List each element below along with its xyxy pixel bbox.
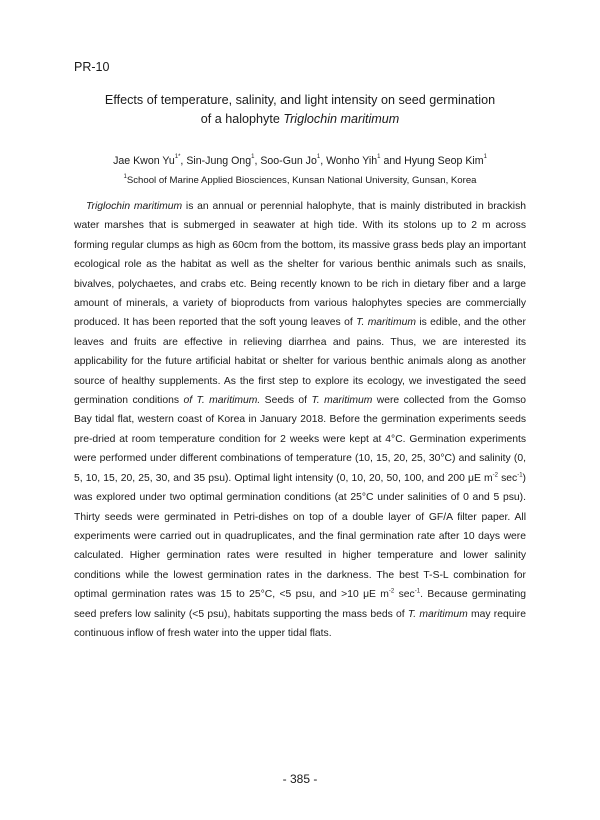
page-number: - 385 -	[282, 772, 318, 786]
author-name: Jae Kwon Yu	[113, 155, 175, 167]
affiliation-superscript: 1	[123, 173, 127, 180]
unit-exponent: -2	[388, 588, 395, 595]
abstract-text: is an annual or perennial halophyte, that is mainly distributed in brackish water marshes that is submerged in seawater at high tide. With its stolons up to 2 m across forming regular clumps as high as 60cm from the bottom, its massive grass beds play an important ecological role as the habitat as well as the shelter for various benthic animals such as snails, bivalves, polychaetes, and crabs etc. Being recently known to be rich in dietary fiber and a large amount of minerals, a variety of bioproducts from various halophytes species are commercially produced. It has been reported that the soft young leaves of	[74, 201, 527, 329]
paper-title	[60, 91, 540, 129]
author-separator: ,	[180, 155, 187, 167]
author-superscript: 1	[483, 154, 487, 161]
author-name: Wonho Yih	[326, 155, 378, 167]
title-species-name: Triglochin maritimum	[283, 112, 400, 126]
title-line-2-prefix: of a halophyte	[200, 112, 284, 126]
author-list	[60, 154, 540, 168]
author-superscript: 1	[316, 154, 321, 161]
abstract-text: may require continuous inflow of fresh water into the upper tidal flats.	[74, 608, 526, 639]
abstract-text: Seeds of	[260, 395, 312, 407]
abstract-text: sec	[497, 472, 518, 484]
abstract-text: were collected from the Gomso Bay tidal flat, western coast of Korea in January 2018. Before the germination experiments seeds pre-dried at room temperature condition for 2 weeks were kept at 4°C. Germination experiments were performed under different combinations of temperature (10, 15, 20, 25, 30°C) and salinity (0, 5, 10, 15, 20, 25, 30, and 35 psu). Optimal light intensity (0, 10, 20, 50, 100, and 200 μE m	[74, 395, 527, 484]
abstract-text: sec	[394, 589, 415, 601]
species-name: Triglochin maritimum	[86, 201, 183, 212]
session-code: PR-10	[74, 60, 110, 74]
title-line-1: Effects of temperature, salinity, and light intensity on seed germination	[104, 93, 496, 107]
author-name: Hyung Seop Kim	[404, 155, 484, 167]
species-name: of T. maritimum.	[183, 395, 261, 407]
unit-exponent: -1	[414, 588, 421, 595]
author-name: Sin-Jung Ong	[186, 155, 252, 167]
abstract-text: . Because germinating seed prefers low salinity (<5 psu), habitats supporting the mass beds of	[74, 589, 526, 620]
author-superscript: 1*	[174, 154, 181, 161]
author-name: Soo-Gun Jo	[260, 155, 317, 167]
author-superscript: 1	[377, 154, 381, 161]
unit-exponent: -2	[492, 472, 498, 479]
title-line-2	[60, 110, 540, 129]
affiliation-text: School of Marine Applied Biosciences, Kunsan National University, Gunsan, Korea	[126, 175, 477, 186]
author-separator: ,	[254, 155, 261, 167]
author-separator: ,	[320, 155, 327, 167]
affiliation	[60, 174, 540, 187]
species-name: T. maritimum	[311, 395, 373, 407]
abstract-body	[74, 197, 526, 643]
species-name: T. maritimum	[407, 608, 468, 620]
species-name: T. maritimum	[356, 317, 416, 329]
abstract-text: is edible, and the other leaves and fruits are effective in relieving diarrhea and pains. Thus, we are interested its applicability for the future artificial habitat or shelter for various benthic animals along as another source of healthy supplements. As the first step to explore its ecology, we investigated the seed germination conditions	[74, 317, 526, 407]
author-separator: and	[380, 155, 405, 167]
unit-exponent: -1	[517, 472, 523, 479]
author-superscript: 1	[251, 154, 255, 161]
abstract-text: ) was explored under two optimal germination conditions (at 25°C under salinities of 0 and 5 psu). Thirty seeds were germinated in Petri-dishes on top of a double layer of GF/A filter paper. All experiments were carried out in quadruplicates, and the final germination rate after 10 days were calculated. Higher germination rates were resulted in higher temperature and lower salinity conditions while the lowest germination rates in the darkness. The best T-S-L combination for optimal germination rates was 15 to 25°C, <5 psu, and >10 μE m	[74, 472, 526, 601]
